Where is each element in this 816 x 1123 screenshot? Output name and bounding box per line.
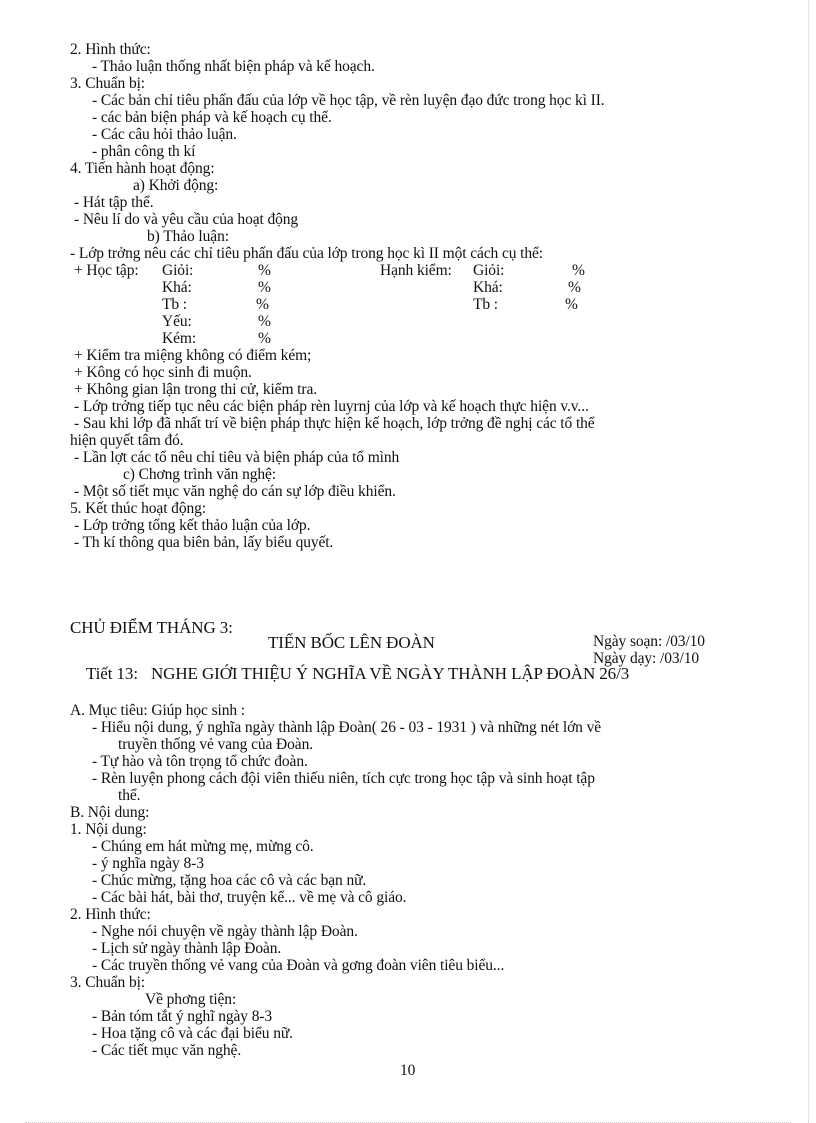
van-nghe-item: - Một số tiết mục văn nghệ do cán sự lớp điều khiển. <box>74 483 396 500</box>
noi-dung-item: - Chúng em hát mừng mẹ, mừng cô. <box>92 838 314 855</box>
chuan-bi-item: - các bản biện pháp và kế hoạch cụ thể. <box>92 109 332 126</box>
chuan-bi-item: - Các câu hỏi thảo luận. <box>92 126 237 143</box>
discussion-item: hiện quyết tâm đó. <box>70 432 184 449</box>
chuan-bi-item: - Các bản chỉ tiêu phấn đấu của lớp về học tập, về rèn luyện đạo đức trong học kì II. <box>92 92 605 109</box>
grade-label: Giỏi: <box>473 262 505 279</box>
heading-chuan-bi-2: 3. Chuẩn bị: <box>70 974 146 991</box>
muc-tieu-item: - Tự hào và tôn trọng tổ chức đoàn. <box>92 753 308 770</box>
percent-sign: % <box>258 279 271 296</box>
plus-item: + Kông có học sinh đi muộn. <box>74 364 252 381</box>
muc-tieu-item: - Rèn luyện phong cách đội viên thiếu niên, tích cực trong học tập và sinh hoạt tập <box>92 770 595 787</box>
hanh-kiem-label: Hạnh kiểm: <box>380 262 452 279</box>
khoi-dong-item: - Hát tập thể. <box>74 194 154 211</box>
ket-thuc-item: - Th kí thông qua biên bản, lấy biểu quyết. <box>74 534 334 551</box>
heading-noi-dung-b: B. Nội dung: <box>70 804 150 821</box>
noi-dung-item: - ý nghĩa ngày 8-3 <box>92 855 204 872</box>
grade-label: Tb : <box>473 296 498 313</box>
muc-tieu-item: thể. <box>118 787 141 804</box>
plus-item: + Kiểm tra miệng không có điểm kém; <box>74 347 312 364</box>
grade-label: Khá: <box>473 279 503 296</box>
discussion-item: - Lớp trởng tiếp tục nêu các biện pháp rèn luyrnj của lớp và kế hoạch thực hiện v.v... <box>74 398 589 415</box>
plus-item: + Không gian lận trong thi cử, kiểm tra. <box>74 381 318 398</box>
chuan-bi-item: - Các tiết mục văn nghệ. <box>92 1042 242 1059</box>
subheading-thao-luan: b) Thảo luận: <box>147 228 229 245</box>
tiet-title: NGHE GIỚI THIỆU Ý NGHĨA VỀ NGÀY THÀNH LẬP ĐOÀN 26/3 <box>151 664 630 683</box>
grade-label: Kém: <box>162 330 197 347</box>
chuan-bi-item: - phân công th kí <box>92 143 196 160</box>
page-side-rule <box>808 0 809 1123</box>
heading-muc-tieu: A. Mục tiêu: Giúp học sinh : <box>70 702 246 719</box>
heading-hinh-thuc: 2. Hình thức: <box>70 41 151 58</box>
noi-dung-item: - Các bài hát, bài thơ, truyện kể... về mẹ và cô giáo. <box>92 889 407 906</box>
ket-thuc-item: - Lớp trởng tổng kết thảo luận của lớp. <box>74 517 311 534</box>
discussion-item: - Sau khi lớp đã nhất trí về biện pháp thực hiện kế hoạch, lớp trởng đề nghị các tổ thể <box>74 415 595 432</box>
hinh-thuc-item: - Nghe nói chuyện về ngày thành lập Đoàn. <box>92 923 358 940</box>
ngay-day: Ngày dạy: /03/10 <box>593 650 700 667</box>
phuong-tien-label: Về phơng tiện: <box>145 991 237 1008</box>
grade-label: Yếu: <box>162 313 192 330</box>
hoc-tap-label: + Học tập: <box>74 262 139 279</box>
thao-luan-intro: - Lớp trởng nêu các chỉ tiêu phấn đấu của lớp trong học kì II một cách cụ thể: <box>70 245 544 262</box>
hinh-thuc-item: - Thảo luận thống nhất biện pháp và kế hoạch. <box>92 58 375 75</box>
ngay-soan: Ngày soạn: /03/10 <box>593 633 705 650</box>
hinh-thuc-item: - Các truyền thống vẻ vang của Đoàn và gơng đoàn viên tiêu biểu... <box>92 957 505 974</box>
heading-ket-thuc: 5. Kết thúc hoạt động: <box>70 500 206 517</box>
noi-dung-item: - Chúc mừng, tặng hoa các cô và các bạn nữ. <box>92 872 367 889</box>
grade-label: Tb : <box>162 296 187 313</box>
percent-sign: % <box>572 262 585 279</box>
grade-label: Giỏi: <box>162 262 194 279</box>
percent-sign: % <box>258 262 271 279</box>
heading-hinh-thuc-2: 2. Hình thức: <box>70 906 151 923</box>
heading-chuan-bi: 3. Chuẩn bị: <box>70 75 146 92</box>
subheading-van-nghe: c) Chơng trình văn nghệ: <box>123 466 277 483</box>
heading-noi-dung-1: 1. Nội dung: <box>70 821 147 838</box>
percent-sign: % <box>258 330 271 347</box>
chu-diem-heading: CHỦ ĐIỂM THÁNG 3: <box>70 618 233 637</box>
theme-title: TIẾN BỐC LÊN ĐOÀN <box>268 633 435 652</box>
grade-label: Khá: <box>162 279 192 296</box>
khoi-dong-item: - Nêu lí do và yêu cầu của hoạt động <box>74 211 299 228</box>
percent-sign: % <box>258 313 271 330</box>
muc-tieu-item: truyền thống vẻ vang của Đoàn. <box>118 736 313 753</box>
page-number: 10 <box>400 1062 416 1079</box>
chuan-bi-item: - Bản tóm tắt ý nghĩ ngày 8-3 <box>92 1008 273 1025</box>
heading-tien-hanh: 4. Tiến hành hoạt động: <box>70 160 215 177</box>
discussion-item: - Lần lợt các tổ nêu chỉ tiêu và biện pháp của tổ mình <box>74 449 400 466</box>
chuan-bi-item: - Hoa tặng cô và các đại biểu nữ. <box>92 1025 293 1042</box>
percent-sign: % <box>256 296 269 313</box>
muc-tieu-item: - Hiểu nội dung, ý nghĩa ngày thành lập Đoàn( 26 - 03 - 1931 ) và những nét lớn về <box>92 719 602 736</box>
subheading-khoi-dong: a) Khởi động: <box>133 177 219 194</box>
percent-sign: % <box>568 279 581 296</box>
hinh-thuc-item: - Lịch sử ngày thành lập Đoàn. <box>92 940 282 957</box>
tiet-label: Tiết 13: <box>86 664 138 683</box>
percent-sign: % <box>565 296 578 313</box>
